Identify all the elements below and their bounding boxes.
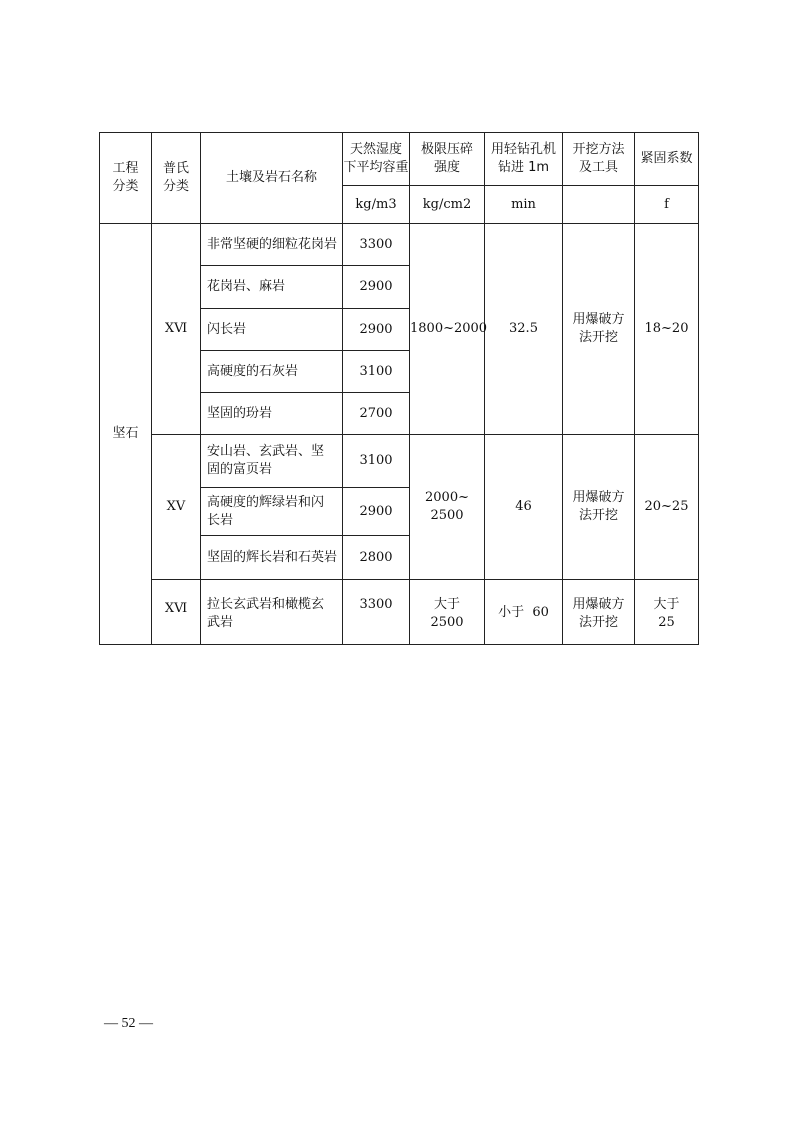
strength-value: 2000~ 2500 <box>410 435 485 580</box>
table-row <box>100 580 699 645</box>
table-row <box>100 435 699 488</box>
rock-name: 坚固的玢岩 <box>201 393 343 435</box>
header-project-class: 工程 分类 <box>100 133 152 224</box>
rock-name: 高硬度的辉绿岩和闪 长岩 <box>201 488 343 536</box>
rock-name: 拉长玄武岩和橄榄玄 武岩 <box>201 580 343 645</box>
unit-strength: kg/cm2 <box>410 186 485 224</box>
category-cell: 坚石 <box>100 224 152 645</box>
header-drill: 用轻钻孔机 钻进 1m <box>485 133 563 186</box>
unit-method <box>563 186 635 224</box>
density-value: 2900 <box>343 488 410 536</box>
coef-value: 18~20 <box>635 224 699 435</box>
density-value: 3100 <box>343 351 410 393</box>
density-value: 2800 <box>343 536 410 580</box>
header-pu-class: 普氏 分类 <box>152 133 201 224</box>
strength-value: 1800~2000 <box>410 224 485 435</box>
header-coef: 紧固系数 <box>635 133 699 186</box>
unit-coef: f <box>635 186 699 224</box>
coef-value: 20~25 <box>635 435 699 580</box>
density-value: 2900 <box>343 266 410 309</box>
header-density: 天然湿度 下平均容重 <box>343 133 410 186</box>
header-row <box>100 133 699 186</box>
drill-value: 46 <box>485 435 563 580</box>
pu-class-cell: ⅩⅥ <box>152 580 201 645</box>
rock-name: 花岗岩、麻岩 <box>201 266 343 309</box>
rock-name: 非常坚硬的细粒花岗岩 <box>201 224 343 266</box>
strength-value: 大于 2500 <box>410 580 485 645</box>
method-value: 用爆破方 法开挖 <box>563 224 635 435</box>
drill-value: 32.5 <box>485 224 563 435</box>
rock-name: 闪长岩 <box>201 309 343 351</box>
density-value: 3300 <box>343 580 410 645</box>
unit-drill: min <box>485 186 563 224</box>
header-strength: 极限压碎 强度 <box>410 133 485 186</box>
rock-name: 安山岩、玄武岩、坚 固的富页岩 <box>201 435 343 488</box>
rock-classification-table <box>99 132 699 645</box>
method-value: 用爆破方 法开挖 <box>563 435 635 580</box>
coef-value: 大于 25 <box>635 580 699 645</box>
density-value: 2700 <box>343 393 410 435</box>
pu-class-cell: ⅩⅤ <box>152 435 201 580</box>
density-value: 3100 <box>343 435 410 488</box>
rock-name: 坚固的辉长岩和石英岩 <box>201 536 343 580</box>
pu-class-cell: ⅩⅥ <box>152 224 201 435</box>
rock-name: 高硬度的石灰岩 <box>201 351 343 393</box>
header-method: 开挖方法 及工具 <box>563 133 635 186</box>
density-value: 2900 <box>343 309 410 351</box>
density-value: 3300 <box>343 224 410 266</box>
method-value: 用爆破方 法开挖 <box>563 580 635 645</box>
page-number: — 52 — <box>104 1016 153 1031</box>
table-row <box>100 224 699 266</box>
header-name: 土壤及岩石名称 <box>201 133 343 224</box>
unit-density: kg/m3 <box>343 186 410 224</box>
drill-value: 小于 60 <box>485 580 563 645</box>
